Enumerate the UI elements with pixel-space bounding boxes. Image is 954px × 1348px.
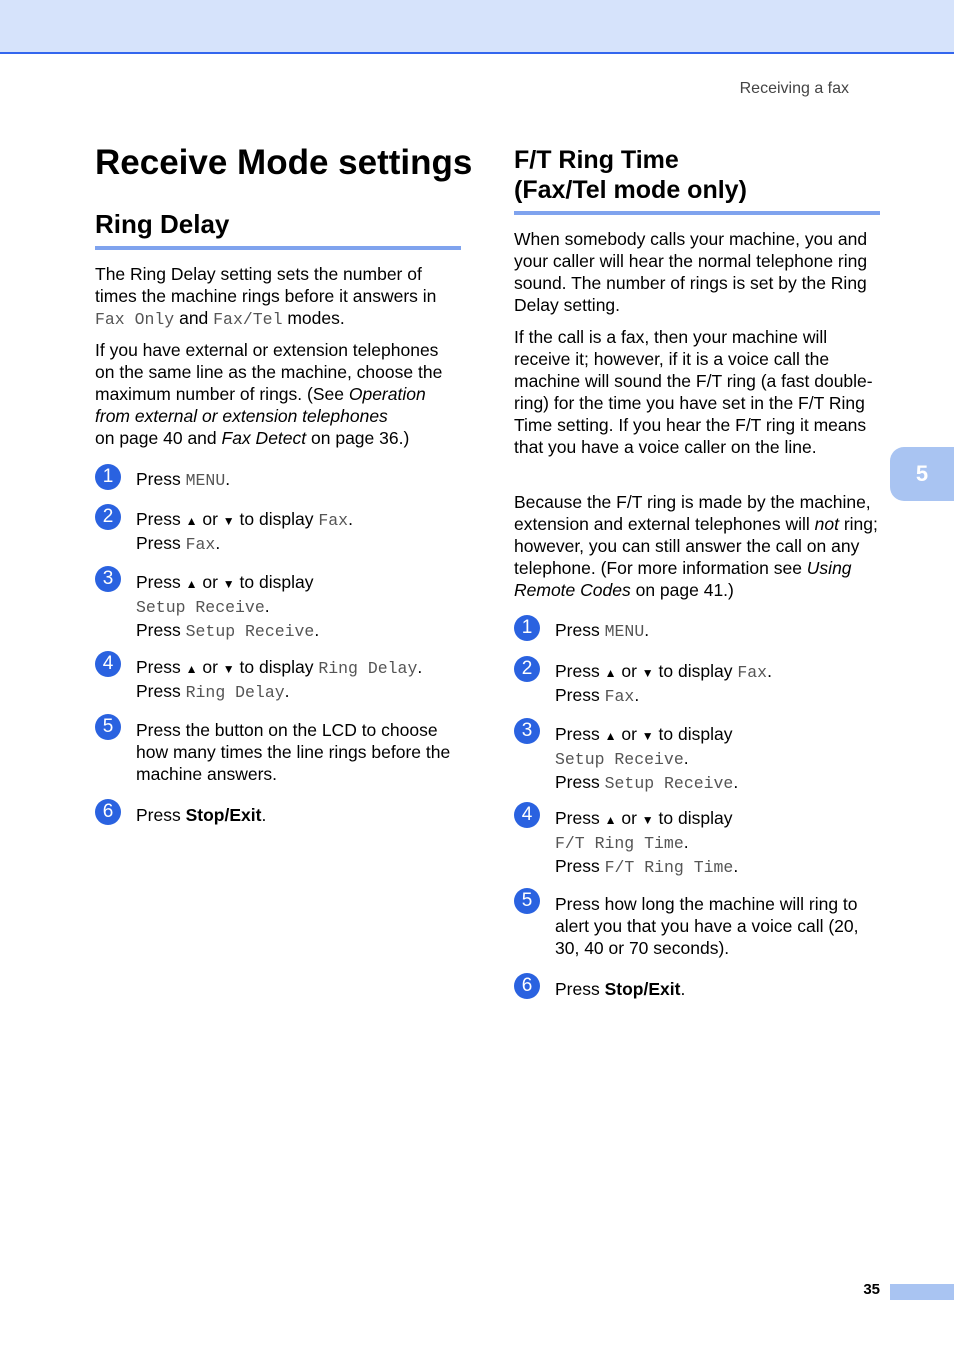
up-triangle-icon: ▲: [185, 662, 198, 676]
ring-delay-intro: The Ring Delay setting sets the number of times the machine rings before it answers in Fax Only and Fax/Tel modes.: [95, 264, 437, 329]
chapter-tab: 5: [890, 447, 954, 501]
step-number-badge: 6: [95, 799, 121, 825]
up-triangle-icon: ▲: [604, 729, 617, 743]
step-number-badge: 1: [514, 615, 540, 641]
down-triangle-icon: ▼: [222, 662, 235, 676]
ft-para3: Because the F/T ring is made by the machine, extension and external telephones will not ring; however, you can still answer the call on any telephone. (For more information see Using Remote Codes on page 41.): [514, 492, 878, 600]
step-number-badge: 3: [514, 718, 540, 744]
down-triangle-icon: ▼: [641, 729, 654, 743]
step-number-badge: 5: [514, 888, 540, 914]
step-number-badge: 4: [514, 802, 540, 828]
step-number-badge: 6: [514, 973, 540, 999]
down-triangle-icon: ▼: [222, 577, 235, 591]
down-triangle-icon: ▼: [641, 813, 654, 827]
down-triangle-icon: ▼: [641, 666, 654, 680]
page-number-bar: [890, 1284, 954, 1300]
ft-para2: If the call is a fax, then your machine will receive it; however, if it is a voice call the machine will sound the F/T ring (a fast double-ring) for the time you have set in the F/T Ring Time setting. If you hear the F/T ring it means that you have a voice caller on the line.: [514, 327, 873, 457]
section-title-ring-delay: Ring Delay: [95, 209, 461, 250]
up-triangle-icon: ▲: [185, 577, 198, 591]
ring-delay-para2: If you have external or extension telephones on the same line as the machine, choose the maximum number of rings. (See Operation from external or extension telephones on page 40 and Fax Detect on page 36.): [95, 340, 443, 448]
page-number: 35: [863, 1281, 880, 1298]
step-number-badge: 2: [514, 656, 540, 682]
up-triangle-icon: ▲: [604, 813, 617, 827]
up-triangle-icon: ▲: [185, 514, 198, 528]
section-title-ft-ring-time: F/T Ring Time (Fax/Tel mode only): [514, 145, 880, 215]
step-number-badge: 5: [95, 714, 121, 740]
up-triangle-icon: ▲: [604, 666, 617, 680]
running-title: Receiving a fax: [739, 80, 849, 97]
step-number-badge: 4: [95, 651, 121, 677]
header-bar: [0, 0, 954, 54]
step-number-badge: 2: [95, 504, 121, 530]
page-title: Receive Mode settings: [95, 143, 473, 182]
step-number-badge: 3: [95, 566, 121, 592]
ft-para1: When somebody calls your machine, you and your caller will hear the normal telephone ring sound. The number of rings is set by the Ring Delay setting.: [514, 229, 868, 315]
step-number-badge: 1: [95, 464, 121, 490]
down-triangle-icon: ▼: [222, 514, 235, 528]
